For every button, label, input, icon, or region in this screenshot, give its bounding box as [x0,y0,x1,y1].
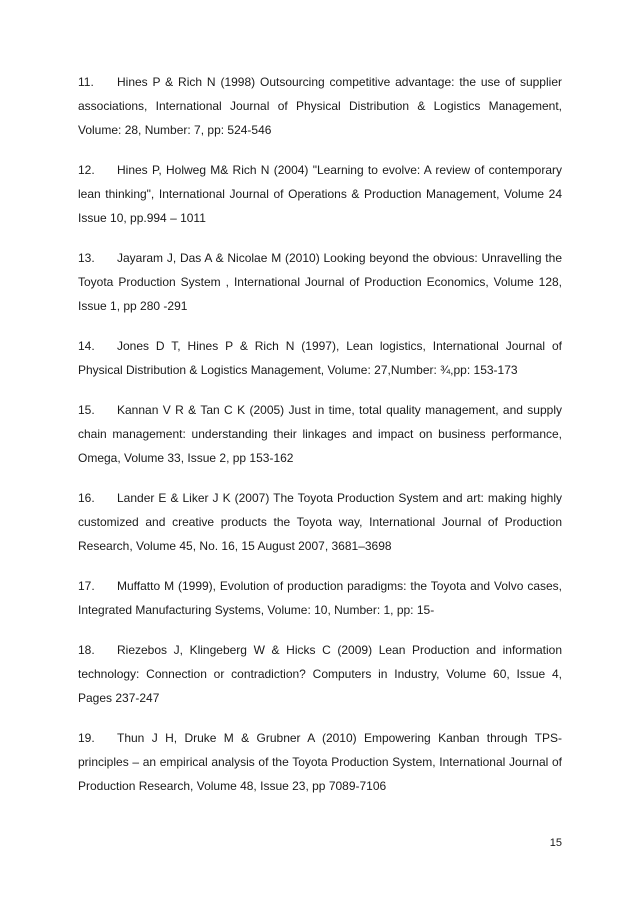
reference-number: 18. [78,643,95,657]
reference-item [78,726,562,798]
reference-text: Lander E & Liker J K (2007) The Toyota Production System and art: making highly customized and creative products the Toyota way, International Journal of Production Research, Volume 45, No. 16, 15 August 2007, 3681–3698 [78,491,562,553]
reference-text: Kannan V R & Tan C K (2005) Just in time, total quality management, and supply chain management: understanding their linkages and impact on business performance, Omega, Volume 33, Issue 2, pp 153-162 [78,403,562,465]
reference-text: Jones D T, Hines P & Rich N (1997), Lean logistics, International Journal of Physical Distribution & Logistics Management, Volume: 27,Number: ¾,pp: 153-173 [78,339,562,377]
reference-text: Muffatto M (1999), Evolution of production paradigms: the Toyota and Volvo cases, Integrated Manufacturing Systems, Volume: 10, Number: 1, pp: 15- [78,579,562,617]
reference-item [78,334,562,382]
reference-item [78,486,562,558]
reference-text: Hines P & Rich N (1998) Outsourcing competitive advantage: the use of supplier associations, International Journal of Physical Distribution & Logistics Management, Volume: 28, Number: 7, pp: 524-546 [78,75,562,137]
reference-text: Hines P, Holweg M& Rich N (2004) "Learning to evolve: A review of contemporary lean thinking", International Journal of Operations & Production Management, Volume 24 Issue 10, pp.994 – 1011 [78,163,562,225]
reference-item [78,574,562,622]
reference-number: 19. [78,731,95,745]
reference-text: Jayaram J, Das A & Nicolae M (2010) Looking beyond the obvious: Unravelling the Toyota Production System , International Journal of Production Economics, Volume 128, Issue 1, pp 280 -291 [78,251,562,313]
reference-item [78,70,562,142]
reference-item [78,398,562,470]
reference-number: 11. [78,75,94,89]
page-number: 15 [549,837,562,849]
reference-number: 17. [78,579,95,593]
reference-list [78,70,562,814]
reference-item [78,638,562,710]
reference-item [78,158,562,230]
reference-number: 12. [78,163,95,177]
reference-text: Thun J H, Druke M & Grubner A (2010) Empowering Kanban through TPS-principles – an empirical analysis of the Toyota Production System, International Journal of Production Research, Volume 48, Issue 23, pp 7089-7106 [78,731,562,793]
reference-number: 16. [78,491,95,505]
reference-number: 14. [78,339,95,353]
reference-item [78,246,562,318]
reference-text: Riezebos J, Klingeberg W & Hicks C (2009) Lean Production and information technology: Connection or contradiction? Computers in Industry, Volume 60, Issue 4, Pages 237-247 [78,643,562,705]
reference-number: 13. [78,251,95,265]
reference-number: 15. [78,403,95,417]
